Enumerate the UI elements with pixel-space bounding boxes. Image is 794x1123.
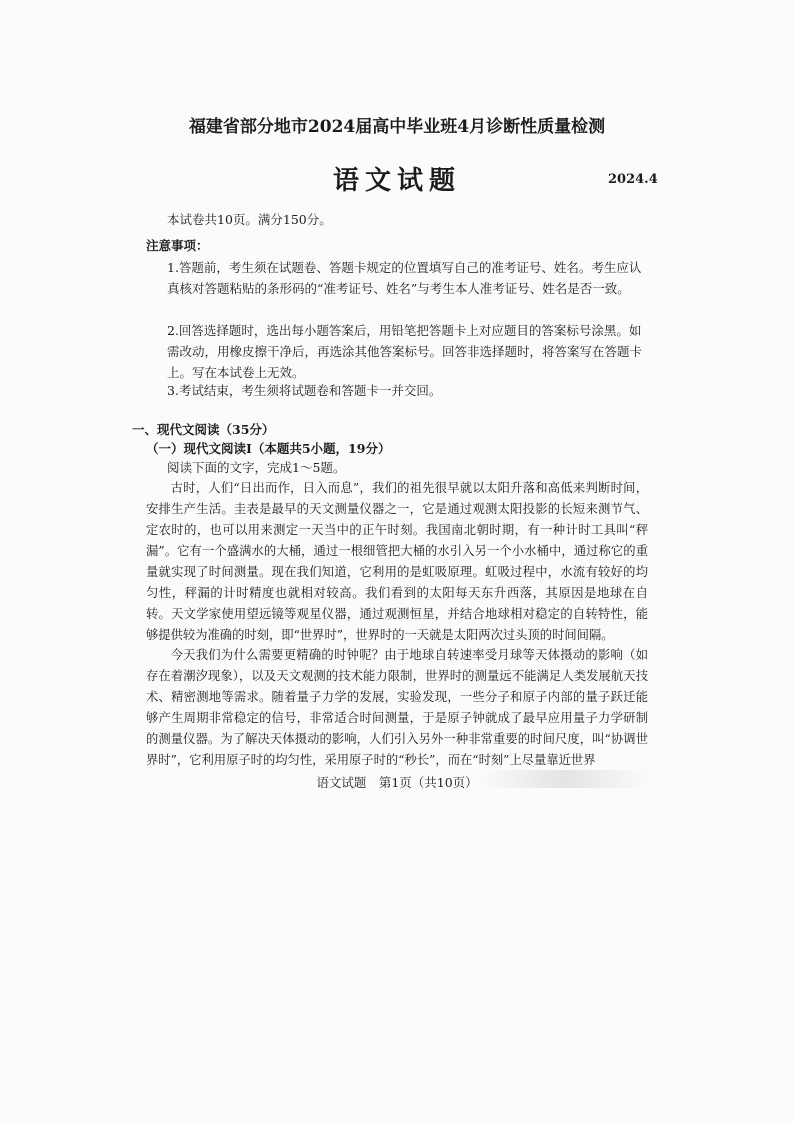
notice-item-2: 2.回答选择题时，选出每小题答案后，用铅笔把答题卡上对应题目的答案标号涂黑。如需改动，用橡皮擦干净后，再选涂其他答案标号。回答非选择题时，将答案写在答题卡上。写在本试卷上无效。 (167, 323, 643, 380)
section-title: 一、现代文阅读（35分） (132, 422, 275, 437)
exam-date: 2024.4 (608, 172, 658, 187)
exam-name: 福建省部分地市2024届高中毕业班4月诊断性质量检测 (188, 117, 606, 137)
page-footer: 语文试题 第1页（共10页） (316, 775, 478, 790)
subsection-title: （一）现代文阅读Ⅰ（本题共5小题，19分） (146, 441, 391, 456)
passage-paragraph-2: 今天我们为什么需要更精确的时钟呢？由于地球自转速率受月球等天体摄动的影响（如存在着潮汐现象），以及天文观测的技术能力限制，世界时的测量远不能满足人类发展航天技术、精密测地等需求。随着量子力学的发展，实验发现，一些分子和原子内部的量子跃迁能够产生周期非常稳定的信号，非常适合时间测量，于是原子钟就成了最早应用量子力学研制的测量仪器。为了解决天体摄动的影响，人们引入另外一种非常重要的时间尺度，叫“协调世界时”，它利用原子时的均匀性，采用原子时的“秒长”，而在“时刻”上尽量靠近世界 (146, 648, 648, 767)
notice-item-3: 3.考试结束，考生须将试题卷和答题卡一并交回。 (167, 383, 442, 398)
notice-item-1: 1.答题前，考生须在试题卷、答题卡规定的位置填写自己的准考证号、姓名。考生应认真核对答题粘贴的条形码的“准考证号、姓名”与考生本人准考证号、姓名是否一致。 (167, 260, 642, 296)
subject-title: 语文试题 (332, 166, 461, 196)
exam-intro: 本试卷共10页。满分150分。 (167, 212, 332, 227)
notice-title: 注意事项： (146, 238, 209, 253)
reading-instruction: 阅读下面的文字，完成1～5题。 (167, 460, 346, 475)
passage-paragraph-1: 古时，人们“日出而作，日入而息”，我们的祖先很早就以太阳升落和高低来判断时间，安排生产生活。圭表是最早的天文测量仪器之一，它是通过观测太阳投影的长短来测节气、定农时的，也可以用来测定一天当中的正午时刻。我国南北朝时期，有一种计时工具叫“秤漏”。它有一个盛满水的大桶，通过一根细管把大桶的水引入另一个小水桶中，通过称它的重量就实现了时间测量。现在我们知道，它利用的是虹吸原理。虹吸过程中，水流有较好的均匀性，秤漏的计时精度也就相对较高。我们看到的太阳每天东升西落，其原因是地球在自转。天文学家使用望远镜等观星仪器，通过观测恒星，并结合地球相对稳定的自转特性，能够提供较为准确的时刻，即“世界时”，世界时的一天就是太阳两次过头顶的时间间隔。 (146, 481, 648, 642)
